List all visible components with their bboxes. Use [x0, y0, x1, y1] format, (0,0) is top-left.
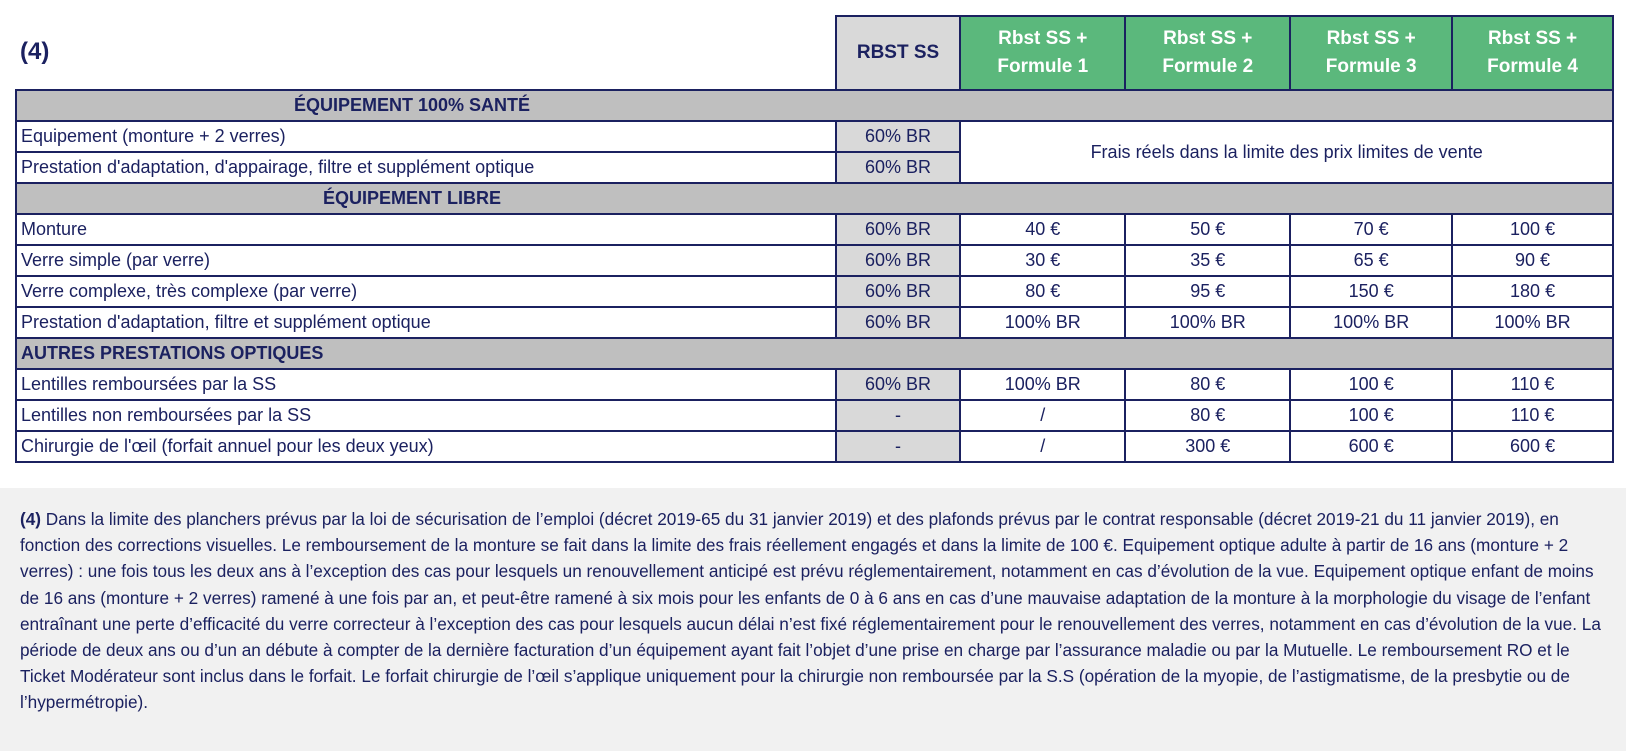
row-label: Monture	[16, 214, 836, 245]
rbst-value: -	[836, 400, 961, 431]
table-row	[16, 121, 1613, 152]
formule-4-value: 90 €	[1452, 245, 1613, 276]
row-label: Prestation d'adaptation, d'appairage, filtre et supplément optique	[16, 152, 836, 183]
row-label: Prestation d'adaptation, filtre et supplément optique	[16, 307, 836, 338]
formule-3-value: 150 €	[1290, 276, 1452, 307]
rbst-value: 60% BR	[836, 276, 961, 307]
rbst-value: 60% BR	[836, 121, 961, 152]
footnote-text: Dans la limite des planchers prévus par la loi de sécurisation de l’emploi (décret 2019-65 du 31 janvier 2019) et des plafonds prévus par le contrat responsable (décret 2019-21 du 11 janvier 2019), en fonction des corrections visuelles. Le remboursement de la monture se fait dans la limite des frais réellement engagés et dans la limite de 100 €. Equipement optique adulte à partir de 16 ans (monture + 2 verres) : une fois tous les deux ans à l’exception des cas pour lesquels un renouvellement anticipé est prévu réglementairement, notamment en cas d’évolution de la vue. Equipement optique enfant de moins de 16 ans (monture + 2 verres) ramené à une fois par an, et peut-être ramené à six mois pour les enfants de 0 à 6 ans en cas d’une mauvaise adaptation de la monture à la morphologie du visage de l’enfant entraînant une perte d’efficacité du verre correcteur à l’exception des cas pour lesquels aucun délai n’est fixé réglementairement pour le renouvellement des verres, notamment en cas d’évolution de la vue. La période de deux ans ou d’un an débute à compter de la dernière facturation d’un équipement ayant fait l’objet d’une prise en charge par l’assurance maladie ou par la Mutuelle. Le remboursement RO et le Ticket Modérateur sont inclus dans le forfait. Le forfait chirurgie de l’œil s’applique uniquement pour la chirurgie non remboursée par la S.S (opération de la myopie, de l’astigmatisme, de la presbytie ou de l’hypermétropie).	[20, 509, 1601, 713]
section-title-equipement-libre: ÉQUIPEMENT LIBRE	[16, 183, 1613, 214]
rbst-value: 60% BR	[836, 214, 961, 245]
header-blank-cell	[16, 16, 836, 90]
formule-3-value: 600 €	[1290, 431, 1452, 462]
row-label: Equipement (monture + 2 verres)	[16, 121, 836, 152]
rbst-value: 60% BR	[836, 152, 961, 183]
row-label: Lentilles remboursées par la SS	[16, 369, 836, 400]
column-header-rbst-ss: RBST SS	[836, 16, 961, 90]
formule-1-value: 40 €	[960, 214, 1125, 245]
rbst-value: 60% BR	[836, 245, 961, 276]
formule-3-value: 100 €	[1290, 400, 1452, 431]
column-header-formule-1: Rbst SS + Formule 1	[960, 16, 1125, 90]
formule-4-value: 180 €	[1452, 276, 1613, 307]
table-reference: (4)	[20, 38, 50, 65]
formule-2-value: 50 €	[1125, 214, 1290, 245]
section-title-equipement-100-sante: ÉQUIPEMENT 100% SANTÉ	[16, 90, 1613, 121]
formule-2-value: 80 €	[1125, 369, 1290, 400]
formule-1-value: 100% BR	[960, 307, 1125, 338]
formule-4-value: 100 €	[1452, 214, 1613, 245]
table-row	[16, 307, 1613, 338]
table-row	[16, 214, 1613, 245]
footnote-reference: (4)	[20, 509, 42, 529]
formule-1-value: 80 €	[960, 276, 1125, 307]
column-header-formule-2: Rbst SS + Formule 2	[1125, 16, 1290, 90]
formule-4-value: 110 €	[1452, 400, 1613, 431]
table-row	[16, 431, 1613, 462]
column-header-formule-4: Rbst SS + Formule 4	[1452, 16, 1613, 90]
table-row	[16, 400, 1613, 431]
row-label: Verre simple (par verre)	[16, 245, 836, 276]
formule-1-value: /	[960, 431, 1125, 462]
formule-1-value: 100% BR	[960, 369, 1125, 400]
rbst-value: 60% BR	[836, 307, 961, 338]
section-row	[16, 183, 1613, 214]
row-label: Verre complexe, très complexe (par verre)	[16, 276, 836, 307]
formule-2-value: 95 €	[1125, 276, 1290, 307]
formule-2-value: 100% BR	[1125, 307, 1290, 338]
table-row	[16, 276, 1613, 307]
formule-4-value: 110 €	[1452, 369, 1613, 400]
formule-1-value: /	[960, 400, 1125, 431]
section-row	[16, 338, 1613, 369]
section-row	[16, 90, 1613, 121]
row-label: Lentilles non remboursées par la SS	[16, 400, 836, 431]
table-row	[16, 369, 1613, 400]
formule-2-value: 300 €	[1125, 431, 1290, 462]
formule-1-value: 30 €	[960, 245, 1125, 276]
header-row	[16, 16, 1613, 90]
formule-2-value: 80 €	[1125, 400, 1290, 431]
formule-3-value: 100% BR	[1290, 307, 1452, 338]
column-header-formule-3: Rbst SS + Formule 3	[1290, 16, 1452, 90]
section-title-autres-prestations: AUTRES PRESTATIONS OPTIQUES	[16, 338, 1613, 369]
formule-4-value: 100% BR	[1452, 307, 1613, 338]
row-label: Chirurgie de l'œil (forfait annuel pour les deux yeux)	[16, 431, 836, 462]
optical-coverage-table	[15, 15, 1614, 463]
rbst-value: 60% BR	[836, 369, 961, 400]
rbst-value: -	[836, 431, 961, 462]
merged-formule-note: Frais réels dans la limite des prix limites de vente	[960, 121, 1613, 183]
formule-3-value: 65 €	[1290, 245, 1452, 276]
footnote-panel	[0, 488, 1626, 751]
formule-3-value: 70 €	[1290, 214, 1452, 245]
formule-4-value: 600 €	[1452, 431, 1613, 462]
formule-2-value: 35 €	[1125, 245, 1290, 276]
table-row	[16, 245, 1613, 276]
formule-3-value: 100 €	[1290, 369, 1452, 400]
